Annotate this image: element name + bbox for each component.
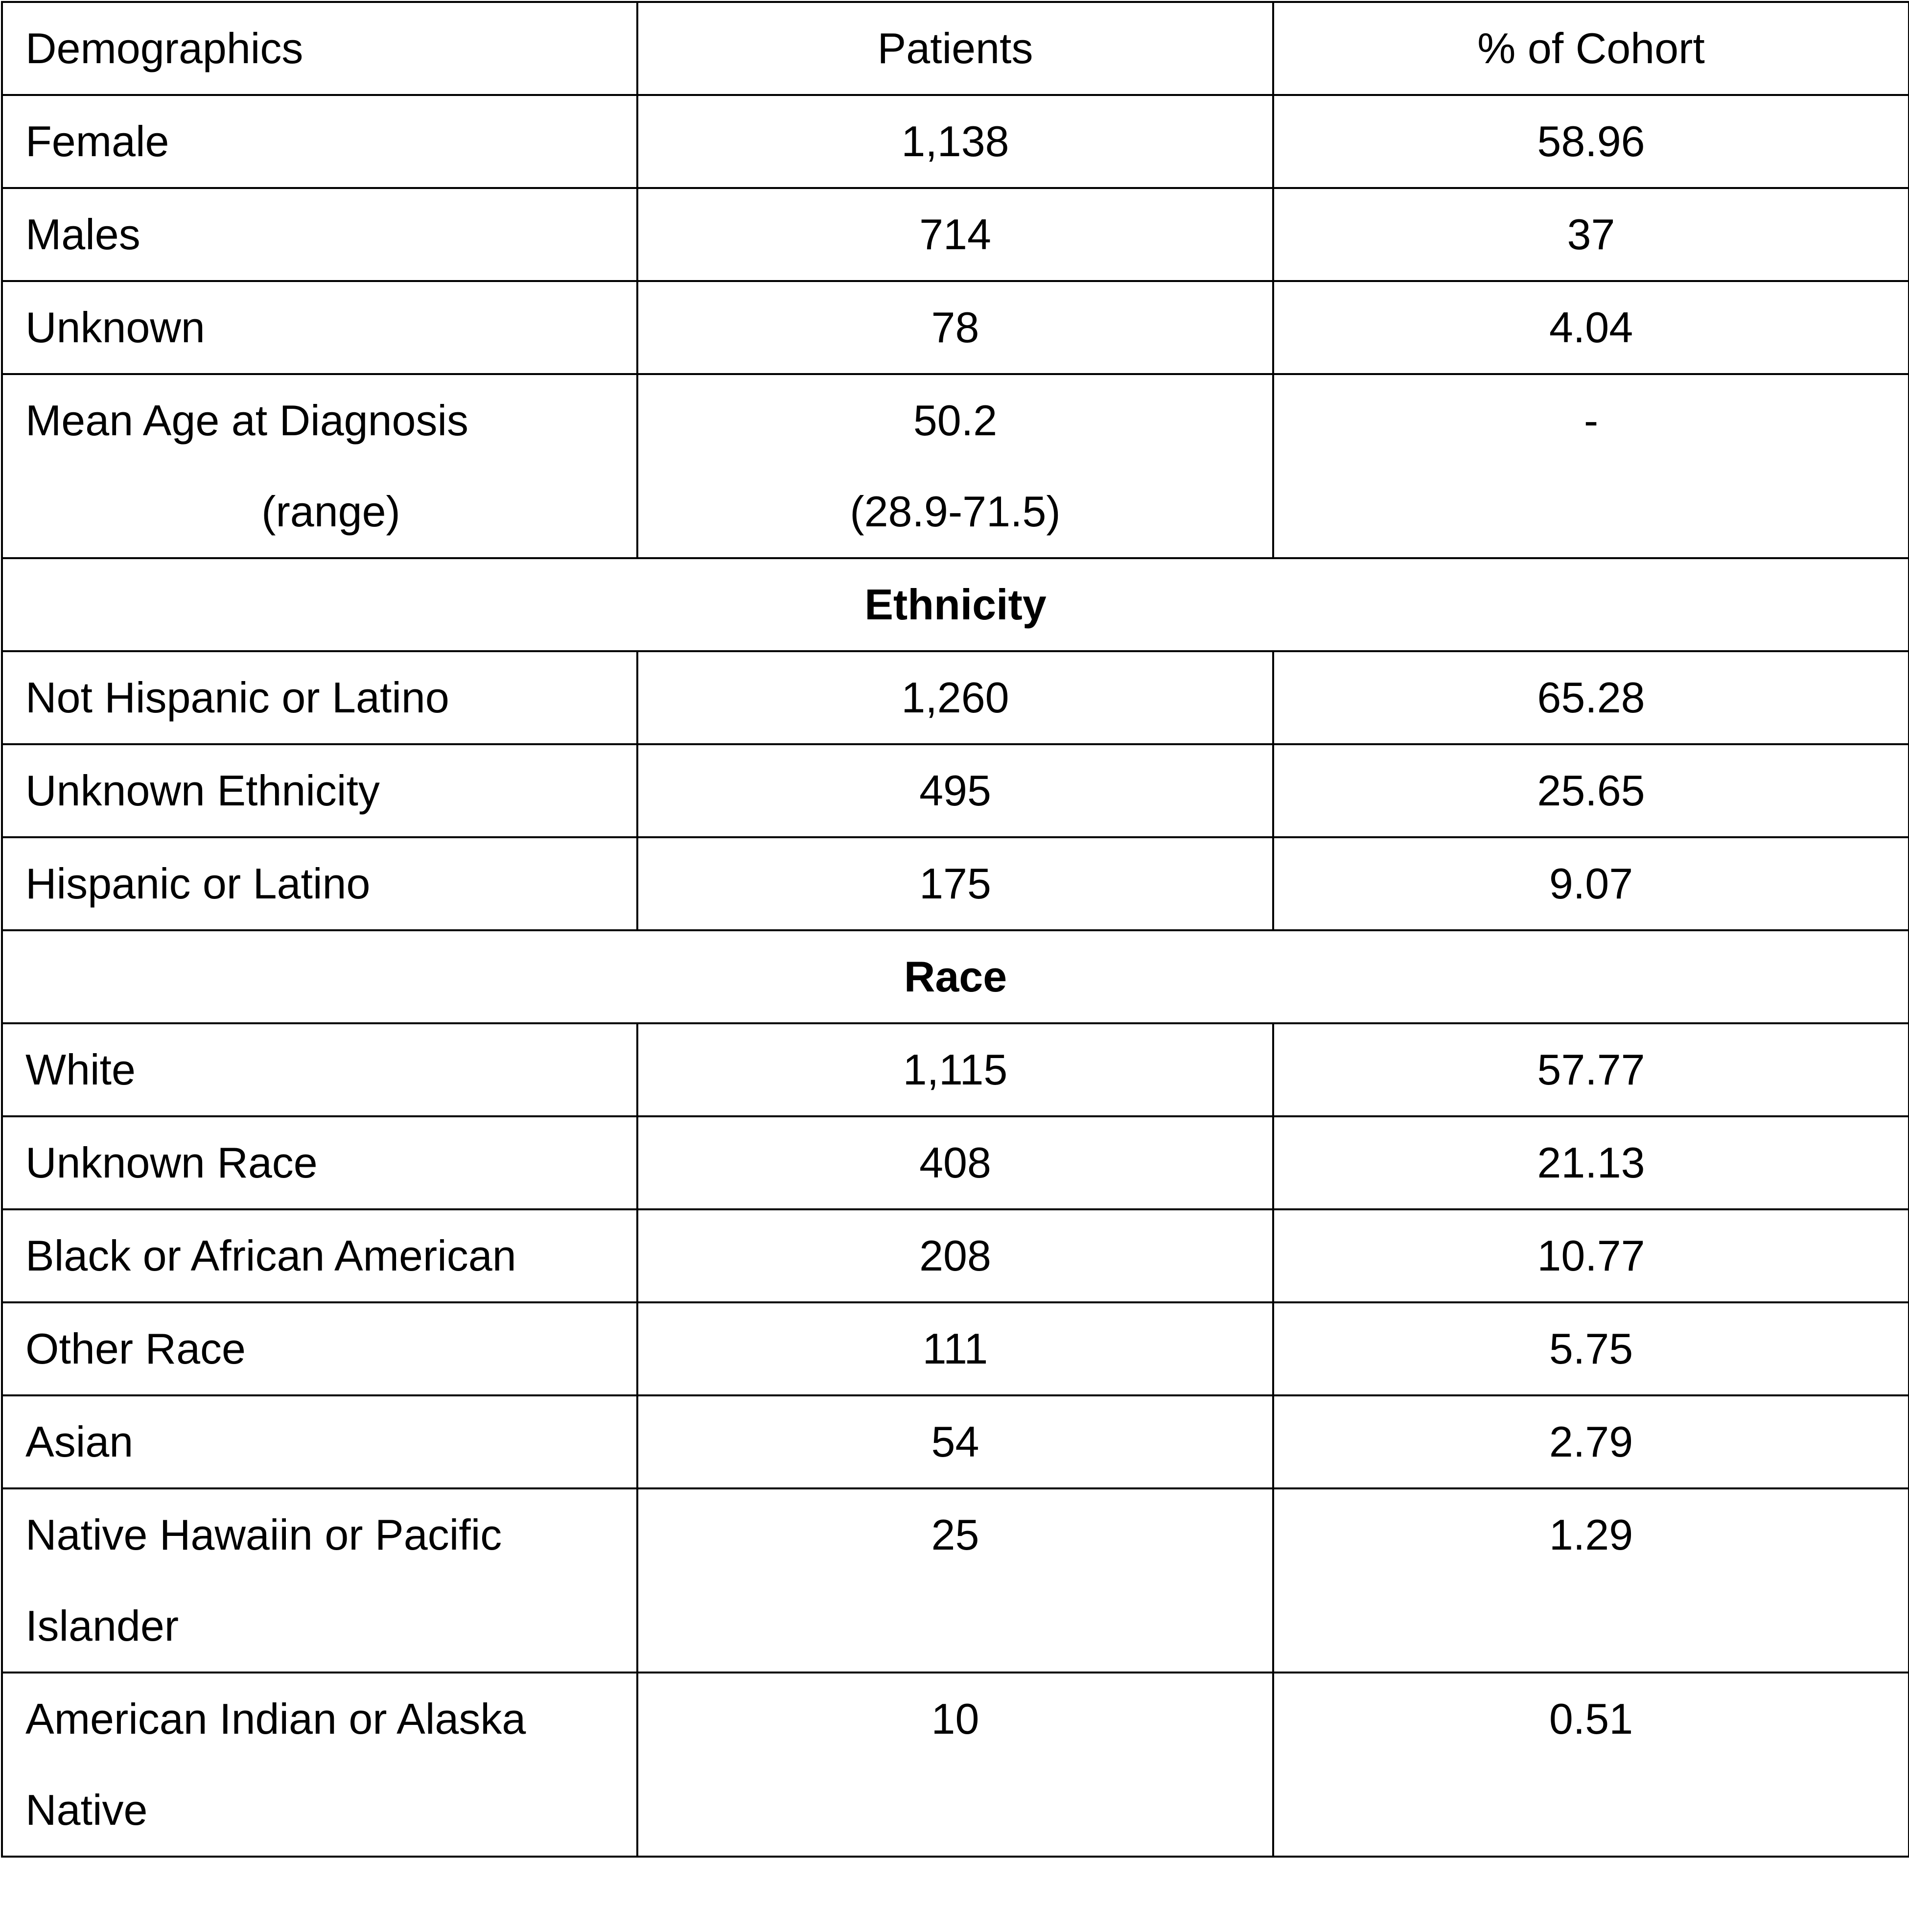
row-percent: 9.07: [1273, 837, 1909, 930]
table-header-row: [2, 2, 1909, 95]
row-patients: 78: [637, 281, 1273, 374]
demographics-table: [1, 1, 1909, 1858]
row-label: Not Hispanic or Latino: [2, 651, 637, 744]
table-row: [2, 188, 1909, 281]
row-patients: [637, 374, 1273, 558]
table-row: [2, 1116, 1909, 1209]
row-patients: 25: [637, 1488, 1273, 1673]
row-label: Asian: [2, 1395, 637, 1488]
row-patients: 175: [637, 837, 1273, 930]
section-row-race: [2, 930, 1909, 1023]
row-label: [2, 374, 637, 558]
row-percent: 21.13: [1273, 1116, 1909, 1209]
row-percent: 4.04: [1273, 281, 1909, 374]
header-patients: Patients: [637, 2, 1273, 95]
table-row: [2, 281, 1909, 374]
table-row: [2, 837, 1909, 930]
row-label-line2: (range): [261, 487, 400, 536]
row-patients: 1,115: [637, 1023, 1273, 1116]
table-row-american-indian: [2, 1673, 1909, 1857]
table-row: [2, 1023, 1909, 1116]
row-patients: 714: [637, 188, 1273, 281]
row-label: Unknown Ethnicity: [2, 744, 637, 837]
row-patients-line2: (28.9-71.5): [850, 487, 1061, 536]
row-percent: 37: [1273, 188, 1909, 281]
row-label-line1: American Indian or Alaska: [25, 1695, 526, 1743]
row-percent: 0.51: [1273, 1673, 1909, 1857]
row-label: Males: [2, 188, 637, 281]
row-percent: 1.29: [1273, 1488, 1909, 1673]
table-row-mean-age: [2, 374, 1909, 558]
section-row-ethnicity: [2, 558, 1909, 651]
table-row: [2, 1209, 1909, 1302]
section-title-race: Race: [2, 930, 1909, 1023]
row-label: Unknown: [2, 281, 637, 374]
row-patients: 208: [637, 1209, 1273, 1302]
table-row: [2, 744, 1909, 837]
row-label: Female: [2, 95, 637, 188]
section-title-ethnicity: Ethnicity: [2, 558, 1909, 651]
row-label-line2: Native: [25, 1786, 148, 1834]
row-label: White: [2, 1023, 637, 1116]
row-patients: 10: [637, 1673, 1273, 1857]
row-label: Black or African American: [2, 1209, 637, 1302]
row-label: Unknown Race: [2, 1116, 637, 1209]
row-patients: 495: [637, 744, 1273, 837]
row-percent: 10.77: [1273, 1209, 1909, 1302]
table-row-native-hawaiian: [2, 1488, 1909, 1673]
row-label: [2, 1673, 637, 1857]
row-percent: 25.65: [1273, 744, 1909, 837]
row-label: [2, 1488, 637, 1673]
row-percent: 58.96: [1273, 95, 1909, 188]
row-patients-line1: 50.2: [913, 396, 998, 445]
row-percent: 65.28: [1273, 651, 1909, 744]
row-percent: 5.75: [1273, 1302, 1909, 1395]
header-demographics: Demographics: [2, 2, 637, 95]
row-label: Other Race: [2, 1302, 637, 1395]
table-row: [2, 95, 1909, 188]
row-label: Hispanic or Latino: [2, 837, 637, 930]
table-row: [2, 1395, 1909, 1488]
row-percent: 57.77: [1273, 1023, 1909, 1116]
row-label-line2: Islander: [25, 1602, 179, 1650]
row-patients: 1,260: [637, 651, 1273, 744]
row-patients: 111: [637, 1302, 1273, 1395]
row-patients: 1,138: [637, 95, 1273, 188]
header-percent-cohort: % of Cohort: [1273, 2, 1909, 95]
row-label-line1: Native Hawaiin or Pacific: [25, 1510, 502, 1559]
row-label-line1: Mean Age at Diagnosis: [25, 396, 469, 445]
row-patients: 408: [637, 1116, 1273, 1209]
row-percent: -: [1273, 374, 1909, 558]
table-row: [2, 1302, 1909, 1395]
row-percent: 2.79: [1273, 1395, 1909, 1488]
row-patients: 54: [637, 1395, 1273, 1488]
table-row: [2, 651, 1909, 744]
